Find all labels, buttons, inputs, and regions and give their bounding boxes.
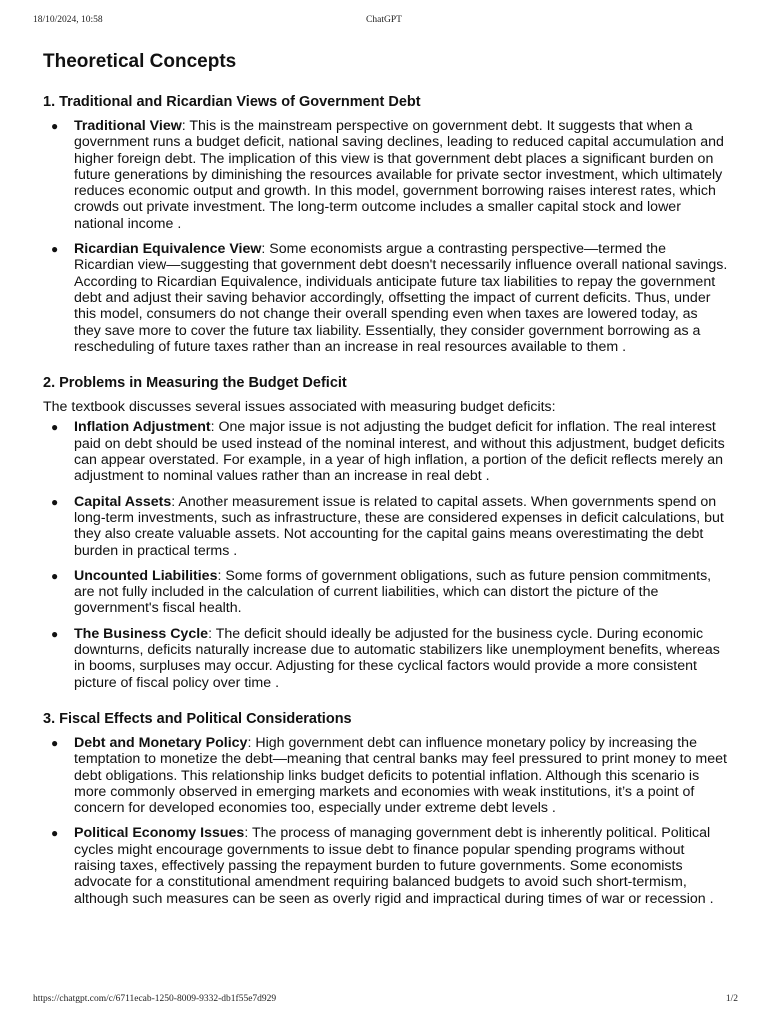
- item-term: The Business Cycle: [74, 625, 209, 642]
- list-item: [43, 118, 728, 232]
- item-term: Uncounted Liabilities: [74, 567, 218, 584]
- list-item: [43, 419, 728, 484]
- item-text: : One major issue is not adjusting the budget deficit for inflation. The real interest paid on debt should be used instead of the nominal interest, and without this adjustment, budget deficits can appear overstated. For example, in a year of high inflation, a portion of the deficit reflects merely an adjustment to nominal values rather than an increase in real debt .: [74, 419, 725, 485]
- page-url[interactable]: https://chatgpt.com/c/6711ecab-1250-8009-9332-db1f55e7d929: [33, 994, 277, 1004]
- bullet-list: [43, 118, 728, 355]
- print-datetime: 18/10/2024, 10:58: [33, 15, 103, 25]
- list-item: [43, 568, 728, 617]
- item-term: Inflation Adjustment: [74, 419, 211, 436]
- list-item: [43, 825, 728, 906]
- bullet-icon: ●: [51, 242, 59, 257]
- section-measuring-deficit: [43, 373, 728, 691]
- section-traditional-ricardian: [43, 92, 728, 355]
- bullet-icon: ●: [51, 420, 59, 435]
- item-text: : Another measurement issue is related to capital assets. When governments spend on long-term investments, such as infrastructure, these are considered expenses in deficit calculations, but they also create valuable assets. Not accounting for the capital gains means overestimating the debt burden in practical terms .: [74, 493, 724, 559]
- item-text: : Some forms of government obligations, such as future pension commitments, are not fully included in the calculation of current liabilities, which can distort the picture of the government's fiscal health.: [74, 567, 712, 617]
- item-term: Traditional View: [74, 118, 182, 134]
- document-body: [43, 50, 728, 925]
- bullet-list: [43, 419, 728, 690]
- list-item: [43, 735, 728, 816]
- item-text: : This is the mainstream perspective on government debt. It suggests that when a government runs a budget deficit, national saving declines, leading to reduced capital accumulation and higher foreign debt. The implication of this view is that government debt places a significant burden on future generations by diminishing the resources available for private sector investment, which ultimately reduces economic output and growth. In this model, government borrowing raises interest rates, which crowds out private investment. The long-term outcome includes a smaller capital stock and lower national income .: [74, 118, 724, 232]
- item-term: Ricardian Equivalence View: [74, 241, 262, 258]
- item-text: : Some economists argue a contrasting perspective—termed the Ricardian view—suggesting that government debt doesn't necessarily influence overall national savings. According to Ricardian Equivalence, individuals anticipate future tax liabilities to repay the government debt and adjust their saving behavior accordingly, offsetting the impact of current deficits. Thus, under this model, consumers do not change their overall spending even when taxes are lowered today, as they save more to cover the future tax liability. Essentially, they consider government borrowing as a rescheduling of future taxes rather than an increase in real resources available to them .: [74, 241, 728, 355]
- list-item: [43, 626, 728, 691]
- page-title: Theoretical Concepts: [43, 51, 237, 72]
- list-item: [43, 494, 728, 559]
- bullet-icon: ●: [51, 626, 59, 641]
- bullet-icon: ●: [51, 826, 59, 841]
- item-text: : High government debt can influence monetary policy by increasing the temptation to monetize the debt—meaning that central banks may feel pressured to print money to meet debt obligations. This relationship links budget deficits to potential inflation. Although this scenario is more commonly observed in emerging markets and economies with weak institutions, it’s a point of concern for developed economies too, especially under extreme debt levels .: [74, 734, 727, 817]
- bullet-icon: ●: [51, 119, 59, 133]
- item-text: : The deficit should ideally be adjusted for the business cycle. During economic downturns, deficits naturally increase due to automatic stabilizers like unemployment benefits, whereas in booms, surpluses may occur. Adjusting for these cyclical factors would provide a more consistent picture of fiscal policy over time .: [74, 625, 720, 691]
- bullet-list: [43, 735, 728, 907]
- section-heading: 2. Problems in Measuring the Budget Deficit: [43, 375, 347, 392]
- item-term: Political Economy Issues: [74, 825, 245, 842]
- print-title: ChatGPT: [366, 15, 402, 25]
- item-term: Capital Assets: [74, 493, 172, 510]
- bullet-icon: ●: [51, 568, 59, 583]
- list-item: [43, 241, 728, 355]
- page-number: 1/2: [725, 994, 738, 1004]
- item-term: Debt and Monetary Policy: [74, 734, 248, 751]
- bullet-icon: ●: [51, 735, 59, 750]
- section-heading: 1. Traditional and Ricardian Views of Government Debt: [43, 94, 421, 110]
- section-heading: 3. Fiscal Effects and Political Considerations: [43, 710, 352, 727]
- section-fiscal-political: [43, 709, 728, 907]
- section-intro: The textbook discusses several issues associated with measuring budget deficits:: [43, 399, 556, 416]
- item-text: : The process of managing government debt is inherently political. Political cycles might encourage governments to issue debt to finance popular spending programs without raising taxes, effectively passing the repayment burden to future governments. Some economists advocate for a constitutional amendment requiring balanced budgets to avoid such short-termism, although such measures can be seen as overly rigid and impractical during times of war or recession .: [74, 825, 714, 907]
- bullet-icon: ●: [51, 494, 59, 509]
